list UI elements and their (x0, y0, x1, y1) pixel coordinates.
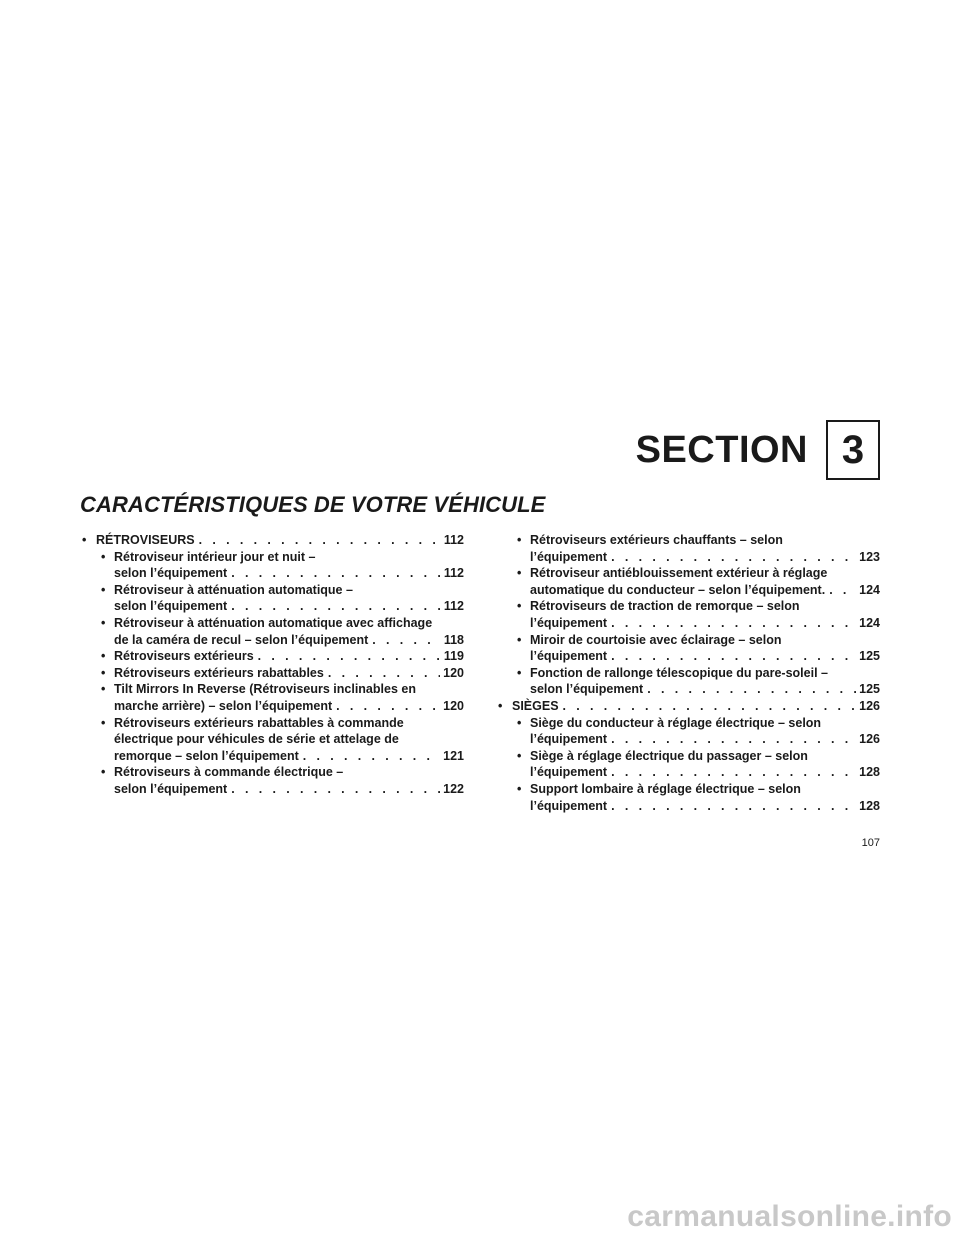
toc-entry-text: Rétroviseurs extérieurs (114, 649, 254, 664)
dot-leader (611, 549, 856, 566)
toc-entry (80, 764, 464, 797)
toc-page-ref: 121 (443, 748, 464, 763)
bullet-icon: • (517, 748, 522, 763)
toc-entry-text: électrique pour véhicules de série et attelage de (114, 732, 399, 747)
page-number: 107 (861, 837, 880, 849)
toc-entry-text: Rétroviseur à atténuation automatique avec affichage (114, 615, 433, 630)
bullet-icon: • (101, 549, 106, 564)
bullet-icon: • (101, 649, 106, 664)
toc-entry (80, 648, 464, 665)
dot-leader (611, 731, 856, 748)
toc-entry (80, 715, 464, 765)
toc-entry-text: Rétroviseurs extérieurs chauffants – selon (530, 533, 783, 547)
dot-leader (328, 665, 440, 682)
toc-entry-line (114, 665, 464, 682)
dot-leader (563, 698, 857, 715)
toc-entry-line (530, 764, 880, 781)
toc-entry-text: SIÈGES (512, 698, 559, 713)
dot-leader (611, 764, 856, 781)
dot-leader (647, 681, 856, 698)
toc-page-ref: 126 (859, 698, 880, 713)
toc-entry (80, 582, 464, 615)
toc-entry-text: selon l’équipement (530, 682, 644, 697)
toc-entry-text: remorque – selon l’équipement (114, 748, 299, 763)
toc-entry-text: Siège à réglage électrique du passager – selon (530, 748, 808, 763)
toc-entry-text: l’équipement (530, 732, 608, 747)
toc-entry-line (530, 582, 880, 599)
toc-entry-text: Rétroviseurs à commande électrique – (114, 765, 344, 780)
bullet-icon: • (517, 632, 522, 647)
toc-entry-line (114, 598, 464, 615)
toc-entry-text: selon l’équipement (114, 781, 228, 796)
toc-entry (80, 532, 464, 549)
bullet-icon: • (101, 765, 106, 780)
toc-page-ref: 128 (859, 798, 880, 813)
toc-entry (80, 615, 464, 648)
toc-entry (496, 532, 880, 565)
toc-entry (496, 748, 880, 781)
toc-entry-text: Fonction de rallonge télescopique du pare-soleil – (530, 665, 828, 680)
dot-leader (258, 648, 441, 665)
toc-page-ref: 126 (859, 732, 880, 747)
toc-entry-line (530, 615, 880, 632)
toc-entry-text: automatique du conducteur – selon l’équipement. (530, 582, 826, 597)
toc-entry (496, 665, 880, 698)
toc-entry-text: l’équipement (530, 549, 608, 564)
bullet-icon: • (101, 582, 106, 597)
toc-entry (496, 632, 880, 665)
toc-entry (496, 781, 880, 814)
bullet-icon: • (101, 682, 106, 697)
watermark: carmanualsonline.info (627, 1200, 952, 1233)
toc-entry-text: Rétroviseurs extérieurs rabattables (114, 665, 324, 680)
toc-page-ref: 120 (443, 698, 464, 713)
toc-right-column (496, 532, 880, 814)
toc-page-ref: 122 (443, 781, 464, 796)
toc-entry-text: Miroir de courtoisie avec éclairage – selon (530, 632, 782, 647)
toc-entry-line (96, 532, 464, 549)
toc-entry-text: selon l’équipement (114, 566, 228, 581)
toc-page-ref: 120 (443, 665, 464, 680)
bullet-icon: • (101, 665, 106, 680)
toc-entry-line (530, 798, 880, 815)
dot-leader (372, 632, 441, 649)
dot-leader (611, 798, 856, 815)
toc-entry-text: l’équipement (530, 615, 608, 630)
toc-entry-text: Support lombaire à réglage électrique – selon (530, 781, 801, 796)
toc-page-ref: 123 (859, 549, 880, 564)
toc-entry (496, 598, 880, 631)
toc-entry (496, 698, 880, 715)
toc-page-ref: 128 (859, 765, 880, 780)
toc-entry-text: Rétroviseur à atténuation automatique – (114, 582, 353, 597)
toc-page-ref: 124 (859, 615, 880, 630)
toc-entry-line (114, 781, 464, 798)
dot-leader (231, 781, 440, 798)
bullet-icon: • (517, 566, 522, 581)
dot-leader (231, 598, 441, 615)
toc-page-ref: 125 (859, 682, 880, 697)
bullet-icon: • (517, 599, 522, 614)
toc-page-ref: 112 (443, 533, 464, 547)
toc-entry-text: de la caméra de recul – selon l’équipement (114, 632, 369, 647)
toc-entry-text: RÉTROVISEURS (96, 533, 195, 547)
toc-entry (496, 715, 880, 748)
toc-left-column (80, 532, 464, 798)
toc-page-ref: 112 (443, 566, 464, 581)
section-number-box: 3 (826, 420, 880, 480)
dot-leader (336, 698, 440, 715)
bullet-icon: • (517, 665, 522, 680)
toc-page-ref: 125 (859, 649, 880, 664)
toc-page-ref: 124 (859, 582, 880, 597)
toc-page-ref: 119 (443, 649, 464, 664)
dot-leader (611, 615, 856, 632)
toc-entry-text: Rétroviseurs de traction de remorque – selon (530, 599, 800, 614)
toc-entry-text: selon l’équipement (114, 599, 228, 614)
bullet-icon: • (82, 533, 87, 547)
toc-entry-line (114, 648, 464, 665)
toc-entry-text: Rétroviseur intérieur jour et nuit – (114, 549, 316, 564)
toc-entry-text: Tilt Mirrors In Reverse (Rétroviseurs inclinables en (114, 682, 416, 697)
toc-entry-text: marche arrière) – selon l’équipement (114, 698, 333, 713)
toc-entry-line (114, 565, 464, 582)
toc-entry-line (530, 648, 880, 665)
toc-entry (80, 665, 464, 682)
dot-leader (611, 648, 856, 665)
toc-entry-line (114, 632, 464, 649)
bullet-icon: • (517, 781, 522, 796)
toc-entry (496, 565, 880, 598)
dot-leader (303, 748, 440, 765)
toc-page-ref: 112 (443, 599, 464, 614)
bullet-icon: • (517, 715, 522, 730)
toc-entry-line (114, 698, 464, 715)
toc-entry (80, 681, 464, 714)
bullet-icon: • (517, 533, 522, 547)
bullet-icon: • (101, 615, 106, 630)
page-title: CARACTÉRISTIQUES DE VOTRE VÉHICULE (80, 492, 546, 517)
toc-entry-text: l’équipement (530, 765, 608, 780)
toc-entry-text: Rétroviseur antiéblouissement extérieur à réglage (530, 566, 828, 581)
dot-leader (199, 532, 441, 549)
toc-entry-text: l’équipement (530, 649, 608, 664)
bullet-icon: • (101, 715, 106, 730)
bullet-icon: • (498, 698, 503, 713)
toc-page-ref: 118 (443, 632, 464, 647)
toc-entry-text: l’équipement (530, 798, 608, 813)
toc-entry-line (530, 731, 880, 748)
toc-entry-text: Rétroviseurs extérieurs rabattables à commande (114, 715, 404, 730)
section-label: SECTION (635, 429, 808, 471)
toc-entry-line (512, 698, 880, 715)
toc-entry-line (530, 681, 880, 698)
toc-entry-line (114, 748, 464, 765)
toc-entry (80, 549, 464, 582)
toc-entry-text: Siège du conducteur à réglage électrique – selon (530, 715, 822, 730)
toc-entry-line (530, 549, 880, 566)
dot-leader (829, 582, 856, 599)
section-header (636, 418, 880, 482)
dot-leader (231, 565, 441, 582)
